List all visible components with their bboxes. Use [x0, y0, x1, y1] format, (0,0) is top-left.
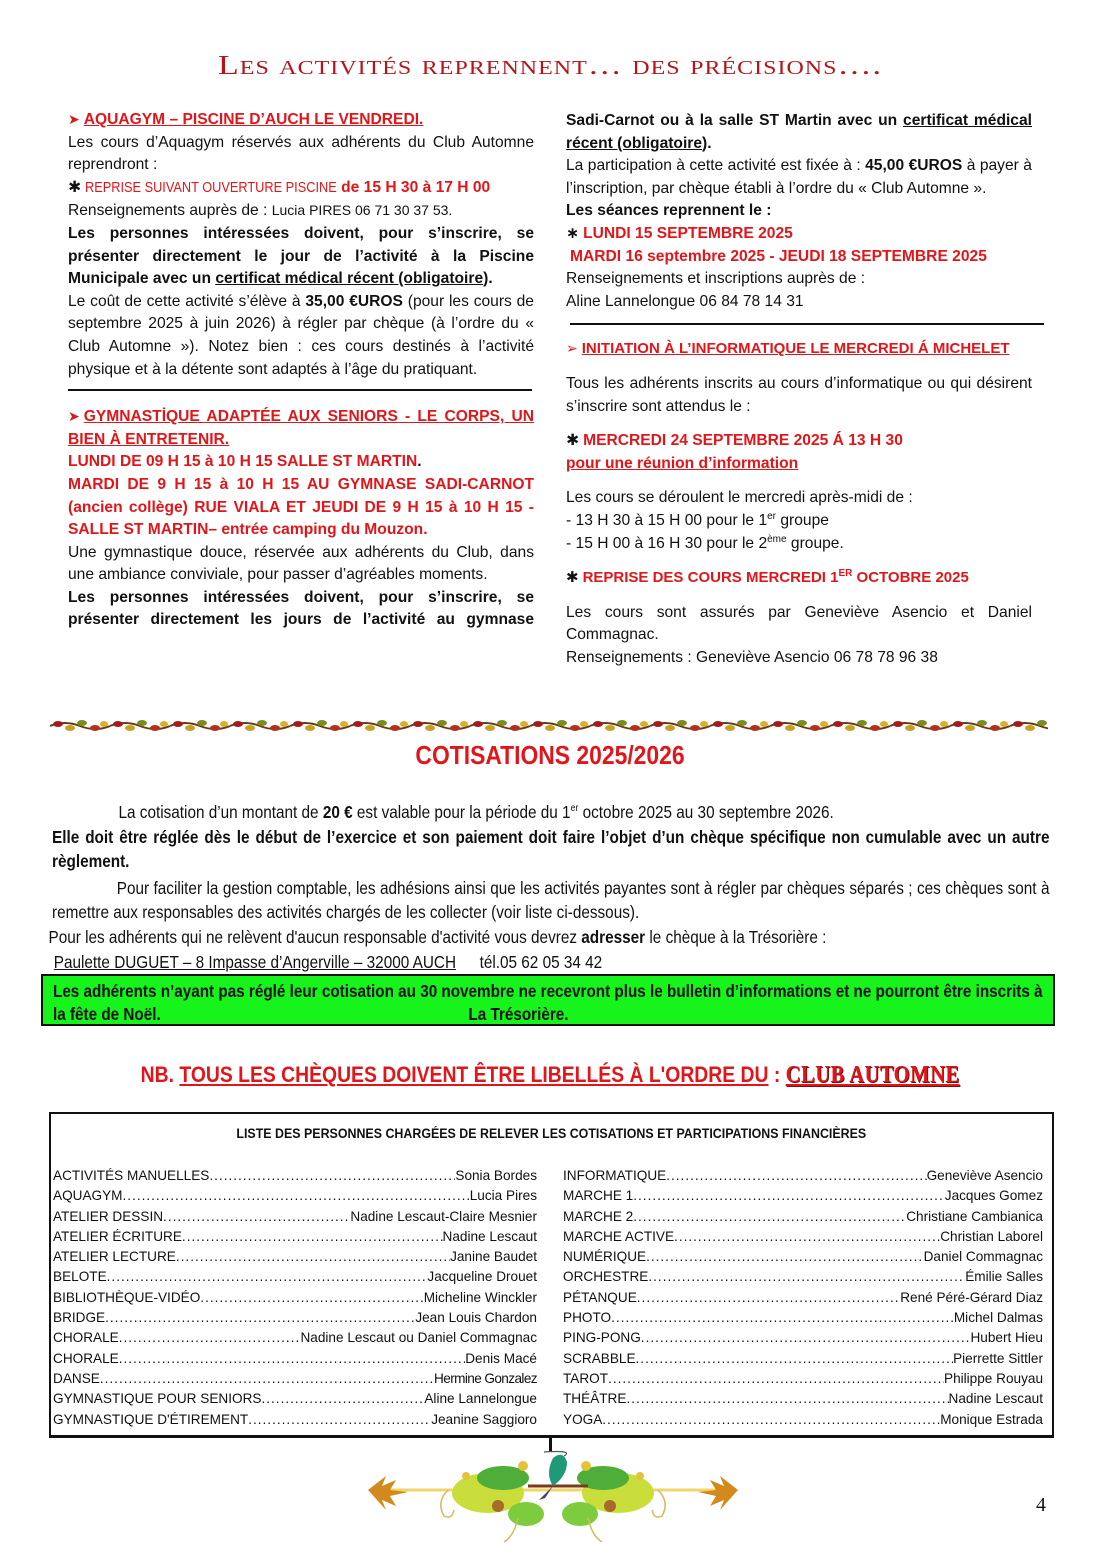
info-reprise-sup: ER: [838, 568, 853, 580]
gym-lundi-dot: .: [417, 453, 422, 471]
list-person: Aline Lannelongue: [424, 1391, 537, 1407]
leader-dots: [674, 1227, 940, 1247]
list-person: Nadine Lescaut: [442, 1228, 537, 1244]
list-row: [563, 1410, 1043, 1430]
leader-dots: [637, 1288, 900, 1308]
info-contact: Renseignements : Geneviève Asencio 06 78 78 96 38: [566, 648, 938, 666]
list-person: Geneviève Asencio: [926, 1168, 1043, 1183]
list-row: [563, 1389, 1043, 1409]
list-person: Jean Louis Chardon: [415, 1310, 537, 1326]
notice-text: Les adhérents n’ayant pas réglé leur cotisation au 30 novembre ne recevront plus le bulletin d’informations et ne pourront être inscrits à la fête de Noël.: [53, 981, 1043, 1024]
list-row: [563, 1328, 1043, 1348]
list-person: Jacques Gomez: [944, 1188, 1043, 1204]
leader-dots: [200, 1288, 423, 1308]
list-activity: BIBLIOTHÈQUE-VIDÉO: [53, 1289, 201, 1305]
list-row: [563, 1207, 1043, 1227]
list-activity: BRIDGE: [53, 1310, 106, 1326]
gym-seances-label: Les séances reprennent le :: [566, 202, 772, 220]
right-column: [566, 110, 1032, 669]
spacer: [566, 475, 1032, 487]
list-activity: INFORMATIQUE: [563, 1168, 667, 1183]
aquagym-certificat: certificat médical récent (obligatoire: [215, 270, 484, 288]
gym-participation-suffix: à payer à l’inscription, par chèque établi à l’ordre du « Club Automne ».: [566, 157, 1032, 197]
leader-dots: [100, 1369, 434, 1389]
aquagym-info-prefix: Renseignements auprès de :: [68, 202, 268, 220]
info-group2-suffix: groupe.: [786, 534, 844, 552]
aquagym-inscription: Les personnes intéressées doivent, pour s’inscrire, se présenter directement le jour de l’activité à la Piscine Municipale avec un: [68, 224, 534, 288]
list-person: Pierrette Sittler: [953, 1350, 1043, 1366]
leader-dots: [666, 1166, 926, 1186]
asterisk-bullet-icon: ∗: [566, 224, 580, 242]
info-group1-prefix: - 13 H 30 à 15 H 00 pour le 1: [566, 511, 768, 529]
page-title: Les activités reprennent… des précisions….: [218, 50, 882, 81]
list-person: Hermine Gonzalez: [434, 1370, 537, 1386]
list-activity: GYMNASTIQUE POUR SENIORS: [53, 1391, 262, 1407]
cotis-p1-prefix: La cotisation d’un montant de: [118, 802, 319, 822]
page-number: 4: [1036, 1494, 1046, 1516]
gym-heading: GYMNASTİQUE ADAPTÉE AUX SENIORS - LE CORPS, UN BIEN À ENTRETENIR.: [68, 408, 534, 448]
spacer: [566, 361, 1032, 373]
list-activity: MARCHE 1: [563, 1188, 634, 1204]
list-row: [53, 1369, 537, 1389]
leader-dots: [105, 1308, 415, 1328]
leader-dots: [636, 1349, 954, 1369]
floral-bird-ornament-icon: [348, 1438, 758, 1548]
leader-dots: [602, 1410, 940, 1430]
list-row: [53, 1288, 537, 1308]
info-group2-sup: ème: [767, 533, 787, 545]
list-left-column: [53, 1166, 537, 1430]
cotis-p3: Pour faciliter la gestion comptable, les adhésions ainsi que les activités payantes sont à régler par chèques séparés ; ces chèques sont à remettre aux responsables des activités chargés de les collecter (voir liste ci-dessous).: [52, 877, 1050, 923]
info-meeting-purpose: pour une réunion d’information: [566, 454, 799, 472]
treasurer-phone: tél.05 62 05 34 42: [479, 951, 603, 972]
list-activity: YOGA: [563, 1411, 603, 1427]
info-teachers: Les cours sont assurés par Geneviève Asencio et Daniel Commagnac.: [566, 603, 1032, 644]
list-person: Philippe Rouyau: [944, 1370, 1043, 1386]
left-column: [68, 108, 534, 632]
gym-info-label: Renseignements et inscriptions auprès de :: [566, 270, 866, 288]
list-activity: PÉTANQUE: [563, 1289, 637, 1305]
list-activity: NUMÉRIQUE: [563, 1249, 647, 1265]
list-person: Monique Estrada: [940, 1411, 1043, 1427]
list-row: [563, 1308, 1043, 1328]
arrow-right-icon: ➤: [68, 408, 80, 425]
list-person: Sonia Bordes: [455, 1168, 537, 1183]
list-row: [563, 1369, 1043, 1389]
club-name: CLUB AUTOMNE: [785, 1062, 960, 1088]
list-row: [53, 1328, 537, 1348]
list-row: [563, 1349, 1043, 1369]
unpaid-notice-box: [41, 974, 1055, 1026]
leader-dots: [119, 1349, 466, 1369]
list-row: [563, 1288, 1043, 1308]
list-title-text: LISTE DES PERSONNES CHARGÉES DE RELEVER LES COTISATIONS ET PARTICIPATIONS FINANCIÈRES: [236, 1126, 867, 1141]
informatique-section: [566, 337, 1032, 669]
aquagym-info-contact: Lucia PIRES 06 71 30 37 53.: [271, 202, 453, 219]
leader-dots: [248, 1410, 431, 1430]
list-row: [53, 1308, 537, 1328]
list-activity: THÉÂTRE: [563, 1391, 627, 1407]
list-row: [53, 1207, 537, 1227]
leader-dots: [633, 1207, 906, 1227]
gym-description: Une gymnastique douce, réservée aux adhérents du Club, dans une ambiance conviviale, pour passer d’agréables moments.: [68, 543, 534, 584]
list-row: [53, 1267, 537, 1287]
list-person: Daniel Commagnac: [923, 1249, 1043, 1265]
gym-date1: LUNDI 15 SEPTEMBRE 2025: [583, 224, 793, 242]
info-group1: [566, 510, 1032, 533]
list-activity: ATELIER LECTURE: [53, 1249, 176, 1265]
gym-section-continued: [566, 110, 1032, 313]
list-activity: MARCHE 2: [563, 1208, 634, 1224]
nb-prefix: NB.: [140, 1062, 174, 1087]
list-row: [53, 1186, 537, 1206]
list-row: [53, 1166, 537, 1186]
nb-text: TOUS LES CHÈQUES DOIVENT ÊTRE LIBELLÉS À L'ORDRE DU: [179, 1062, 769, 1087]
gym-certificat: certificat médical récent (obligatoire: [566, 112, 1032, 152]
section-divider: [68, 389, 532, 391]
cotisations-body: [48, 800, 1050, 974]
list-person: Denis Macé: [465, 1350, 537, 1366]
cotis-p1-sup: er: [570, 803, 579, 815]
cotis-p2: Elle doit être réglée dès le début de l’exercice et son paiement doit faire l’objet d’un chèque spécifique non cumulable avec un autre règlement.: [52, 826, 1050, 872]
leader-dots: [641, 1328, 971, 1348]
list-activity: AQUAGYM: [53, 1188, 123, 1204]
list-row: [53, 1410, 537, 1430]
list-person: Émilie Salles: [965, 1269, 1043, 1285]
gym-certificat-end: ).: [702, 134, 712, 152]
gym-inscription-part2: Sadi-Carnot ou à la salle ST Martin avec un: [566, 112, 898, 129]
gym-mardi: MARDI DE 9 H 15 à 10 H 15 AU GYMNASE SADI-CARNOT (ancien collège) RUE VIALA ET JEUDI DE 9 H 15 à 10 H 15 - SALLE ST MARTIN– entrée camping du Mouzon.: [68, 475, 534, 539]
info-schedule-intro: Les cours se déroulent le mercredi après-midi de :: [566, 489, 913, 507]
asterisk-bullet-icon: ✱: [68, 178, 82, 196]
list-person: Nadine Lescaut-Claire Mesnier: [350, 1208, 537, 1224]
list-person: Christiane Cambianica: [906, 1208, 1043, 1224]
list-activity: ACTIVITÉS MANUELLES: [53, 1168, 210, 1183]
leader-dots: [611, 1308, 954, 1328]
leader-dots: [648, 1267, 965, 1287]
list-activity: SCRABBLE: [563, 1350, 636, 1366]
leader-dots: [608, 1369, 944, 1389]
asterisk-bullet-icon: ✱: [566, 432, 580, 450]
gym-participation-prefix: La participation à cette activité est fixée à :: [566, 157, 861, 175]
aquagym-reprise-time: de 15 H 30 à 17 H 00: [341, 178, 491, 196]
list-person: Lucia Pires: [469, 1188, 537, 1204]
list-row: [563, 1186, 1043, 1206]
list-person: Christian Laborel: [940, 1228, 1043, 1244]
leader-dots: [182, 1227, 443, 1247]
list-activity: ATELIER DESSIN: [53, 1208, 164, 1224]
aquagym-cost-suffix: (pour les cours de septembre 2025 à juin 2026) à régler par chèque (à l’ordre du « Club Automne »). Notez bien : ces cours destinés à l’activité physique et à la détente sont adaptés à l’âge du pratiquant.: [68, 292, 534, 378]
section-divider: [570, 323, 1044, 325]
info-group2-prefix: - 15 H 00 à 16 H 30 pour le 2: [566, 534, 768, 552]
info-group2: [566, 533, 1032, 556]
list-activity: BELOTE: [53, 1269, 107, 1285]
cotis-p1-suffix: octobre 2025 au 30 septembre 2026.: [578, 802, 834, 822]
gym-participation-amount: 45,00 €UROS: [865, 157, 963, 175]
list-row: [563, 1247, 1043, 1267]
cotis-p4-bold: adresser: [581, 926, 646, 947]
leader-dots: [123, 1186, 470, 1206]
gym-date2: MARDI 16 septembre 2025 - JEUDI 18 SEPTEMBRE 2025: [570, 247, 987, 265]
gym-section: [68, 405, 534, 632]
gym-info-contact: Aline Lannelongue 06 84 78 14 31: [566, 292, 804, 310]
list-person: Nadine Lescaut: [948, 1391, 1043, 1407]
gym-inscription-part1: Les personnes intéressées doivent, pour s’inscrire, se présenter directement les jours de l’activité au gymnase: [68, 588, 534, 629]
aquagym-heading: AQUAGYM – PISCINE D’AUCH LE VENDREDI.: [83, 111, 424, 128]
aquagym-intro: Les cours d’Aquagym réservés aux adhérents du Club Automne reprendront :: [68, 133, 534, 174]
info-group1-sup: er: [767, 510, 777, 522]
list-activity: TAROT: [563, 1370, 609, 1386]
info-intro: Tous les adhérents inscrits au cours d’informatique ou qui désirent s’inscrire sont attendus le :: [566, 374, 1032, 415]
list-activity: ORCHESTRE: [563, 1269, 649, 1285]
list-person: Jacqueline Drouet: [427, 1269, 537, 1285]
aquagym-section: [68, 108, 534, 381]
list-person: Nadine Lescaut ou Daniel Commagnac: [300, 1330, 537, 1346]
leader-dots: [107, 1267, 428, 1287]
list-title: [51, 1126, 1052, 1141]
gym-lundi: LUNDI DE 09 H 15 à 10 H 15 SALLE ST MARTIN: [68, 453, 418, 471]
leader-dots: [163, 1207, 350, 1227]
spacer: [566, 418, 1032, 430]
spacer: [566, 590, 1032, 602]
nb-cheque-order: [0, 1062, 1100, 1089]
leader-dots: [633, 1186, 945, 1206]
garland-divider-icon: [50, 718, 1048, 734]
list-activity: MARCHE ACTIVE: [563, 1228, 675, 1244]
list-person: Jeanine Saggioro: [431, 1411, 537, 1427]
leader-dots: [646, 1247, 924, 1267]
aquagym-cost-prefix: Le coût de cette activité s’élève à: [68, 292, 301, 310]
notice-signature: La Trésorière.: [468, 1003, 569, 1024]
list-activity: PHOTO: [563, 1310, 612, 1326]
list-right-column: [563, 1166, 1043, 1430]
list-activity: ATELIER ÉCRITURE: [53, 1228, 182, 1244]
treasurer-address: Paulette DUGUET – 8 Impasse d’Angerville – 32000 AUCH: [53, 951, 457, 972]
list-row: [53, 1247, 537, 1267]
info-reprise-prefix: REPRISE DES COURS MERCREDI 1: [582, 569, 839, 587]
arrow-right-icon: ➤: [68, 111, 80, 127]
list-person: René Péré-Gérard Diaz: [900, 1289, 1043, 1305]
leader-dots: [626, 1389, 948, 1409]
info-heading: INITIATION À L’INFORMATIQUE LE MERCREDI Á MICHELET: [581, 340, 1010, 358]
info-reprise-suffix: OCTOBRE 2025: [852, 569, 969, 587]
list-person: Michel Dalmas: [953, 1310, 1043, 1326]
list-row: [563, 1267, 1043, 1287]
list-activity: DANSE: [53, 1370, 100, 1386]
aquagym-reprise-label: REPRISE SUIVANT OUVERTURE PISCINE: [85, 179, 337, 196]
leader-dots: [119, 1328, 301, 1348]
cotis-p1-mid: est valable pour la période du 1: [356, 802, 571, 822]
list-row: [53, 1227, 537, 1247]
cotis-p4-prefix: Pour les adhérents qui ne relèvent d'aucun responsable d'activité vous devrez: [48, 926, 577, 947]
cotisations-title: COTISATIONS 2025/2026: [415, 740, 685, 770]
list-row: [53, 1389, 537, 1409]
list-person: Janine Baudet: [450, 1249, 537, 1265]
cotis-amount: 20 €: [322, 802, 353, 822]
arrow-right-icon: ➢: [566, 340, 578, 357]
spacer: [566, 555, 1032, 567]
list-row: [563, 1166, 1043, 1186]
cotis-p4-suffix: le chèque à la Trésorière :: [649, 926, 827, 947]
list-person: Micheline Winckler: [423, 1289, 537, 1305]
list-activity: CHORALE: [53, 1350, 119, 1366]
list-activity: CHORALE: [53, 1330, 119, 1346]
leader-dots: [209, 1166, 455, 1186]
nb-colon: :: [768, 1062, 786, 1087]
collectors-list-box: [49, 1112, 1054, 1438]
list-activity: GYMNASTIQUE D'ÉTIREMENT: [53, 1411, 249, 1427]
leader-dots: [261, 1389, 424, 1409]
list-person: Hubert Hieu: [970, 1330, 1043, 1346]
asterisk-bullet-icon: ✱: [566, 569, 579, 587]
list-row: [563, 1227, 1043, 1247]
list-activity: PING-PONG: [563, 1330, 641, 1346]
list-row: [53, 1349, 537, 1369]
info-meeting-date: MERCREDI 24 SEPTEMBRE 2025 Á 13 H 30: [583, 432, 903, 450]
leader-dots: [176, 1247, 450, 1267]
aquagym-certificat-end: ).: [483, 270, 493, 288]
aquagym-cost-amount: 35,00 €UROS: [305, 292, 403, 310]
info-group1-suffix: groupe: [776, 511, 829, 529]
